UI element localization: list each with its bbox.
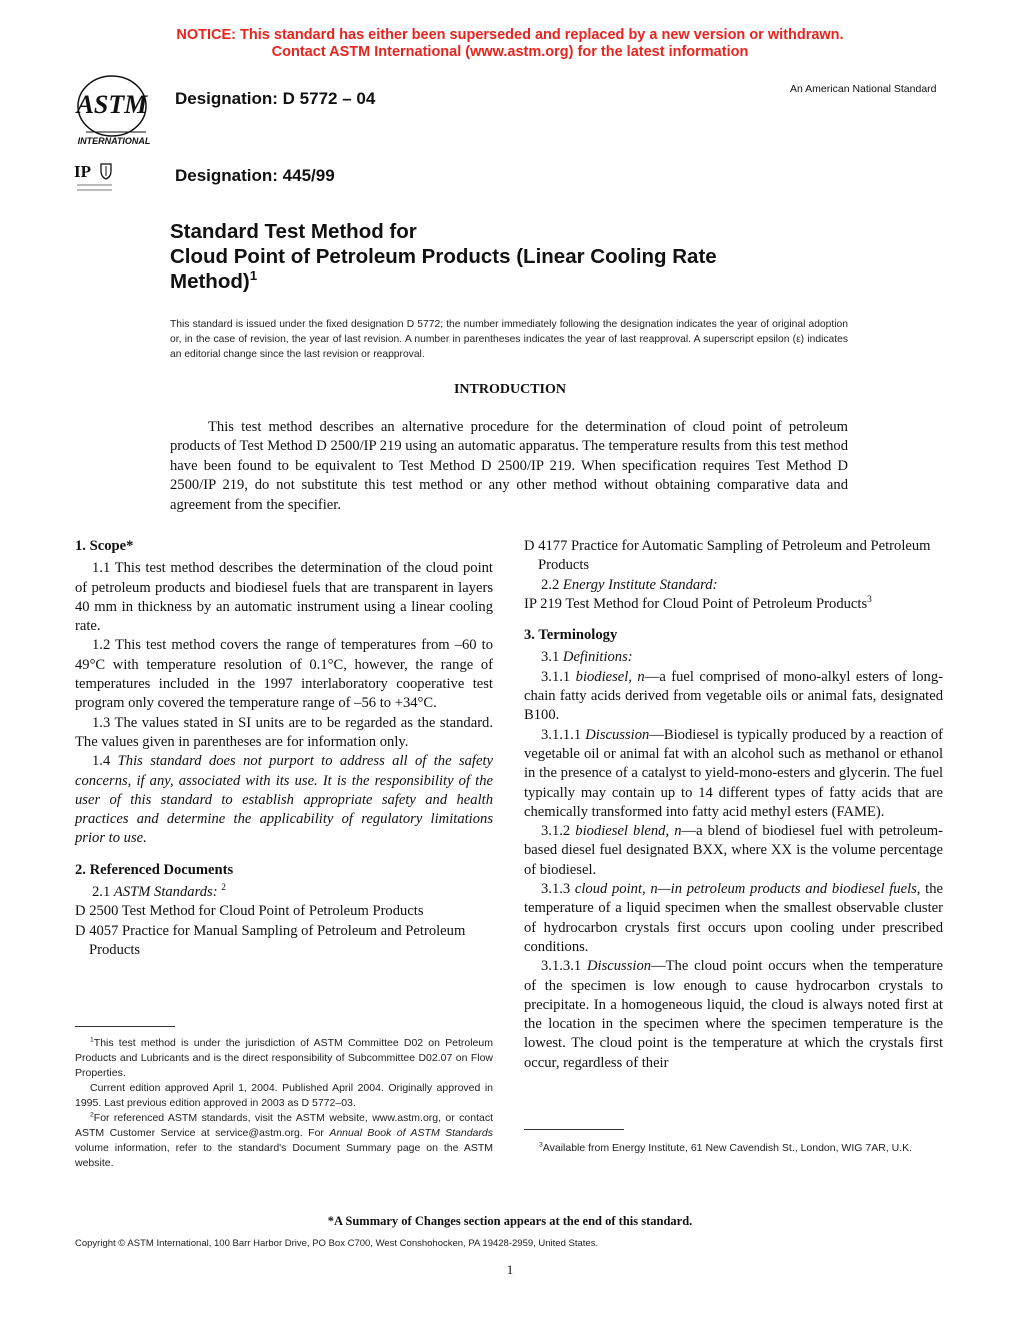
footnote-2: $^2$For referenced ASTM standards, visit the ASTM website, www.astm.org, or contact ASTM Customer Service at service@astm.org. For Annual Book of ASTM Standards volume information, refer to the standard's Document Summary page on the ASTM website. <box>75 1111 493 1169</box>
referenced-documents-heading: 2. Referenced Documents <box>75 861 234 878</box>
page-number: 1 <box>506 1262 514 1277</box>
astm-logo <box>66 72 162 150</box>
introduction-heading: INTRODUCTION <box>453 382 566 397</box>
section-3-1-2: 3.1.2 biodiesel blend, n—a blend of biodiesel fuel with petroleum-based diesel fuel designated BXX, where XX is the volume percentage of biodiesel. <box>524 823 944 878</box>
footnote-1-edition: Current edition approved April 1, 2004. Published April 2004. Originally approved in 1995. Last previous edition approved in 2003 as D 5772–03. <box>75 1082 493 1109</box>
section-3-1-3: 3.1.3 cloud point, n—in petroleum products and biodiesel fuels, the temperature of a liquid specimen when the smallest observable cluster of hydrocarbon crystals first occurs upon cooling under prescribed conditions. <box>524 881 943 955</box>
ref-d4177: D 4177 Practice for Automatic Sampling of Petroleum and Petroleum Products <box>524 538 931 574</box>
section-3-1-3-1: 3.1.3.1 Discussion—The cloud point occurs when the temperature of the specimen is low enough to cause hydrocarbon crystals to precipitate. In a homogeneous liquid, the cloud is always noted first at the location in the specimen where the specimen temperature is the lowest. The cloud point is the temperature at which the crystals first occur, regardless of their <box>524 958 943 1071</box>
introduction-text: This test method describes an alternative procedure for the determination of cloud point of petroleum products of Test Method D 2500/IP 219 using an automatic apparatus. The temperature results from this test method have been found to be equivalent to Test Method D 2500/IP 219. When specification requires Test Method D 2500/IP 219, do not substitute this test method or any other method without obtaining comparative data and agreement from the specifier. <box>170 419 848 513</box>
right-column <box>524 537 943 1073</box>
section-2-2: 2.2 Energy Institute Standard: <box>541 576 718 593</box>
section-2-1: 2.1 ASTM Standards: $^2$ <box>92 883 226 901</box>
designation-astm: Designation: D 5772 – 04 <box>175 89 376 108</box>
terminology-heading: 3. Terminology <box>524 627 618 644</box>
section-3-1-1-1: 3.1.1.1 Discussion—Biodiesel is typically produced by a reaction of vegetable oil or animal fat with an alcohol such as methanol or ethanol in the presence of a catalyst to yield-mono-esters and glycerin. The fuel typically may contain up to 14 different types of fatty acids that are chemically transformed into fatty acid methyl esters (FAME). <box>524 726 943 820</box>
title-line-2: Cloud Point of Petroleum Products (Linear Cooling Rate <box>170 245 717 268</box>
footnote-rule-left <box>75 1026 175 1027</box>
section-3-1: 3.1 Definitions: <box>541 649 633 666</box>
ip-logo <box>72 160 122 196</box>
summary-of-changes-note: *A Summary of Changes section appears at the end of this standard. <box>327 1214 693 1228</box>
title-line-1: Standard Test Method for <box>170 220 417 243</box>
ref-ip219: IP 219 Test Method for Cloud Point of Petroleum Products$^3$ <box>524 595 872 612</box>
notice-line-2: Contact ASTM International (www.astm.org) for the latest information <box>271 44 749 60</box>
copyright: Copyright © ASTM International, 100 Barr Harbor Drive, PO Box C700, West Conshohocken, PA 19428-2959, United States. <box>75 1238 599 1249</box>
issued-note: This standard is issued under the fixed designation D 5772; the number immediately following the designation indicates the year of original adoption or, in the case of revision, the year of last revision. A number in parentheses indicates the year of last reapproval. A superscript epsilon (ε) indicates an editorial change since the last revision or reapproval. <box>170 319 848 360</box>
section-1-4: 1.4 This standard does not purport to address all of the safety concerns, if any, associated with its use. It is the responsibility of the user of this standard to establish appropriate safety and health practices and determine the applicability of regulatory limitations prior to use. <box>75 753 493 847</box>
left-column <box>75 537 493 960</box>
astm-logo-text: ASTM <box>76 90 148 119</box>
astm-logo-subtext: INTERNATIONAL <box>77 136 151 146</box>
title-footnote-ref: 1 <box>249 268 258 284</box>
footnotes-right <box>524 1141 943 1156</box>
footnote-1: $^1$This test method is under the jurisdiction of ASTM Committee D02 on Petroleum Products and Lubricants and is the direct responsibility of Subcommittee D02.07 on Flow Properties. <box>75 1036 493 1079</box>
section-1-1: 1.1 This test method describes the determination of the cloud point of petroleum products and biodiesel fuels that are transparent in layers 40 mm in thickness by an automatic instrument using a linear cooling rate. <box>75 560 493 635</box>
ref-d4057: D 4057 Practice for Manual Sampling of Petroleum and Petroleum Products <box>75 922 466 958</box>
american-national-standard: An American National Standard <box>790 83 937 95</box>
title-line-3: Method) <box>170 270 250 293</box>
footnotes-left <box>75 1036 493 1171</box>
footnote-rule-right <box>524 1129 624 1130</box>
scope-heading: 1. Scope* <box>75 538 134 554</box>
ref-d2500: D 2500 Test Method for Cloud Point of Petroleum Products <box>75 903 424 920</box>
document-title <box>170 219 850 294</box>
designation-ip: Designation: 445/99 <box>175 166 335 185</box>
section-1-2: 1.2 This test method covers the range of temperatures from –60 to 49°C with temperature resolution of 0.1°C, however, the range of temperatures included in the 1997 interlaboratory cooperative test program only covered the temperature range of –56 to +34°C. <box>75 637 493 712</box>
section-1-3: 1.3 The values stated in SI units are to be regarded as the standard. The values given in parentheses are for information only. <box>75 714 493 750</box>
section-3-1-1: 3.1.1 biodiesel, n—a fuel comprised of mono-alkyl esters of long-chain fatty acids derived from vegetable oils or animal fats, designated B100. <box>524 668 943 724</box>
ip-logo-text: IP <box>74 162 91 181</box>
footnote-3: $^3$Available from Energy Institute, 61 New Cavendish St., London, WIG 7AR, U.K. <box>539 1141 913 1154</box>
notice-line-1: NOTICE: This standard has either been superseded and replaced by a new version or withdrawn. <box>176 27 844 43</box>
